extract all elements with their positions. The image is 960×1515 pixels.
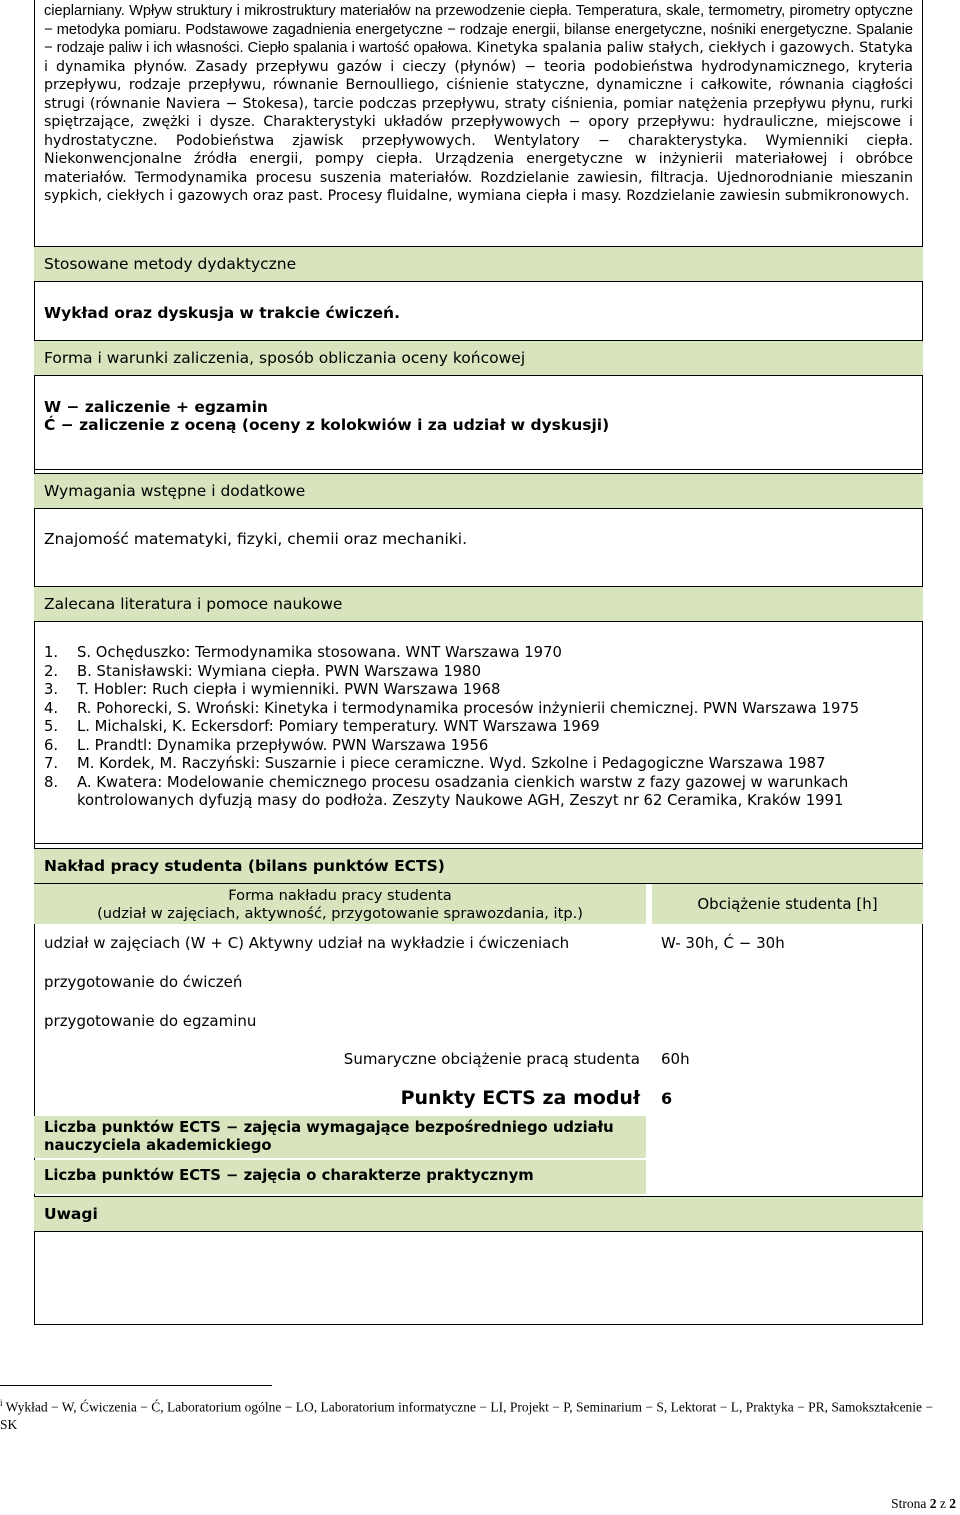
page-total: 2 xyxy=(949,1496,956,1511)
literature-item-number: 6. xyxy=(44,736,59,754)
workload-col1-header xyxy=(34,884,646,924)
content-part-1: cieplarniany. Wpływ struktury i mikrostruktury materiałów na przewodzenie ciepła. Temperatura, skale, termometry, pirometry optyczne − metodyka pomiaru. Podstawowe zagadnienia energetyczne − rodzaje energii, bilanse energetyczne, nośniki energetyczne. Spalanie − rodzaje paliw i ich własności. Ciepło spalania i wartość opałowa. xyxy=(44,3,913,56)
methods-header xyxy=(34,246,923,282)
workload-col2-label: Obciążenie studenta [h] xyxy=(697,895,878,913)
literature-item-number: 4. xyxy=(44,699,59,717)
literature-item-number: 8. xyxy=(44,773,59,791)
content-part-2: Kinetyka spalania paliw stałych, ciekłych i gazowych. Statyka i dynamika płynów. Zasady przepływu gazów i cieczy (płynów) − teoria podobieństwa hydrodynamicznego, kryteria przepływu, rodzaje przepływu, równanie Bernoulliego, ciśnienie statyczne, dynamiczne i całkowite, równania ciągłości strugi (równanie Naviera − Stokesa), tarcie podczas przepływu, straty ciśnienia, pomiar natężenia przepływu płynu, rurki spiętrzające, zwężki i dysze. Charakterystyki układów przepływowych − opory przepływu: hydrauliczne, miejscowe i hydrostatyczne. Podobieństwa zjawisk przepływowych. Wentylatory − charakterystyka. Wymienniki ciepła. Niekonwencjonalne źródła energii, pompy ciepła. Urządzenia energetyczne w inżynierii materiałowej i obróbce materiałów. Termodynamika procesu suszenia materiałów. Rozdzielanie zawiesin, filtracja. Ujednorodnianie mieszanin sypkich, ciekłych i gazowych oraz past. Procesy fluidalne, wymiana ciepła i masy. Rozdzielanie zawiesin submikronowych. xyxy=(44,40,913,204)
literature-item-text: S. Ochęduszko: Termodynamika stosowana. WNT Warszawa 1970 xyxy=(77,644,562,661)
workload-summary-label: Sumaryczne obciążenie pracą studenta xyxy=(343,1050,640,1068)
ects-value: 6 xyxy=(661,1089,673,1108)
literature-item xyxy=(34,737,923,756)
methods-text: Wykład oraz dyskusja w trakcie ćwiczeń. xyxy=(44,304,400,322)
literature-item-text: L. Michalski, K. Eckersdorf: Pomiary temperatury. WNT Warszawa 1969 xyxy=(77,718,600,735)
divider xyxy=(34,469,923,470)
workload-row-label: udział w zajęciach (W + C) Aktywny udział na wykładzie i ćwiczeniach xyxy=(44,934,570,952)
literature-item xyxy=(34,774,923,811)
literature-item-text: B. Stanisławski: Wymiana ciepła. PWN Warszawa 1980 xyxy=(77,662,481,680)
literature-item-text: L. Prandtl: Dynamika przepływów. PWN Warszawa 1956 xyxy=(77,736,489,754)
literature-item xyxy=(34,755,923,774)
workload-summary-value: 60h xyxy=(661,1050,690,1068)
ects-label: Punkty ECTS za moduł xyxy=(400,1087,640,1109)
literature-item-text: A. Kwatera: Modelowanie chemicznego procesu osadzania cienkich warstw z fazy gazowej w warunkach kontrolowanych dyfuzją masy do podłoża. Zeszyty Naukowe AGH, Zeszyt nr 62 Ceramika, Kraków 1991 xyxy=(77,773,849,809)
footnote xyxy=(0,1395,940,1433)
literature-item xyxy=(34,700,923,719)
literature-item-number: 7. xyxy=(44,755,59,772)
page-number xyxy=(891,1496,956,1512)
assessment-header xyxy=(34,340,923,376)
workload-row-label: przygotowanie do ćwiczeń xyxy=(44,973,243,991)
ects-practical-label-text: Liczba punktów ECTS − zajęcia o charakterze praktycznym xyxy=(44,1167,534,1184)
workload-row-label: przygotowanie do egzaminu xyxy=(44,1012,257,1030)
literature-header-label: Zalecana literatura i pomoce naukowe xyxy=(44,595,343,613)
ects-direct-label-text: Liczba punktów ECTS − zajęcia wymagające bezpośredniego udziału nauczyciela akademickiego xyxy=(44,1119,614,1154)
literature-item xyxy=(34,681,923,700)
methods-header-label: Stosowane metody dydaktyczne xyxy=(44,255,297,273)
literature-item-number: 5. xyxy=(44,718,59,735)
ects-direct-label xyxy=(34,1116,646,1158)
workload-col2-header xyxy=(652,884,923,924)
workload-header-label: Nakład pracy studenta (bilans punktów ECTS) xyxy=(44,857,445,875)
divider xyxy=(34,843,923,844)
literature-item-text: T. Hobler: Ruch ciepła i wymienniki. PWN Warszawa 1968 xyxy=(77,681,501,698)
workload-header xyxy=(34,848,923,884)
literature-item-number: 1. xyxy=(44,644,59,661)
requirements-header xyxy=(34,473,923,509)
requirements-header-label: Wymagania wstępne i dodatkowe xyxy=(44,482,306,500)
literature-item-text: M. Kordek, M. Raczyński: Suszarnie i piece ceramiczne. Wyd. Szkolne i Pedagogiczne Warszawa 1987 xyxy=(77,755,826,772)
module-content xyxy=(34,2,923,206)
page-current: 2 xyxy=(929,1496,937,1511)
literature-item-number: 3. xyxy=(44,681,59,698)
literature-item-number: 2. xyxy=(44,662,59,680)
ects-practical-label xyxy=(34,1160,646,1194)
footnote-marker: i xyxy=(0,1398,3,1408)
page-separator: z xyxy=(936,1496,950,1511)
assessment-line-1: W − zaliczenie + egzamin xyxy=(44,398,268,416)
literature-item xyxy=(34,663,923,682)
workload-row-value: W- 30h, Ć − 30h xyxy=(661,934,785,952)
footnote-text: Wykład − W, Ćwiczenia − Ć, Laboratorium ogólne − LO, Laboratorium informatyczne − LI, Projekt − P, Seminarium − S, Lektorat − L, Praktyka − PR, Samokształcenie − SK xyxy=(0,1399,934,1432)
footnote-separator xyxy=(0,1385,272,1386)
workload-col1-line2: (udział w zajęciach, aktywność, przygotowanie sprawozdania, itp.) xyxy=(97,905,583,922)
literature-list xyxy=(34,644,923,811)
literature-item xyxy=(34,718,923,737)
remarks-header xyxy=(34,1196,923,1232)
assessment-header-label: Forma i warunki zaliczenia, sposób obliczania oceny końcowej xyxy=(44,349,526,367)
workload-col1-line1: Forma nakładu pracy studenta xyxy=(228,887,452,904)
literature-header xyxy=(34,586,923,622)
assessment-line-2: Ć − zaliczenie z oceną (oceny z kolokwiów i za udział w dyskusji) xyxy=(44,416,610,434)
requirements-text: Znajomość matematyki, fizyki, chemii oraz mechaniki. xyxy=(44,530,467,548)
literature-item xyxy=(34,644,923,663)
remarks-header-label: Uwagi xyxy=(44,1205,98,1223)
literature-item-text: R. Pohorecki, S. Wroński: Kinetyka i termodynamika procesów inżynierii chemicznej. PWN Warszawa 1975 xyxy=(77,699,860,717)
page-label: Strona xyxy=(891,1496,930,1511)
